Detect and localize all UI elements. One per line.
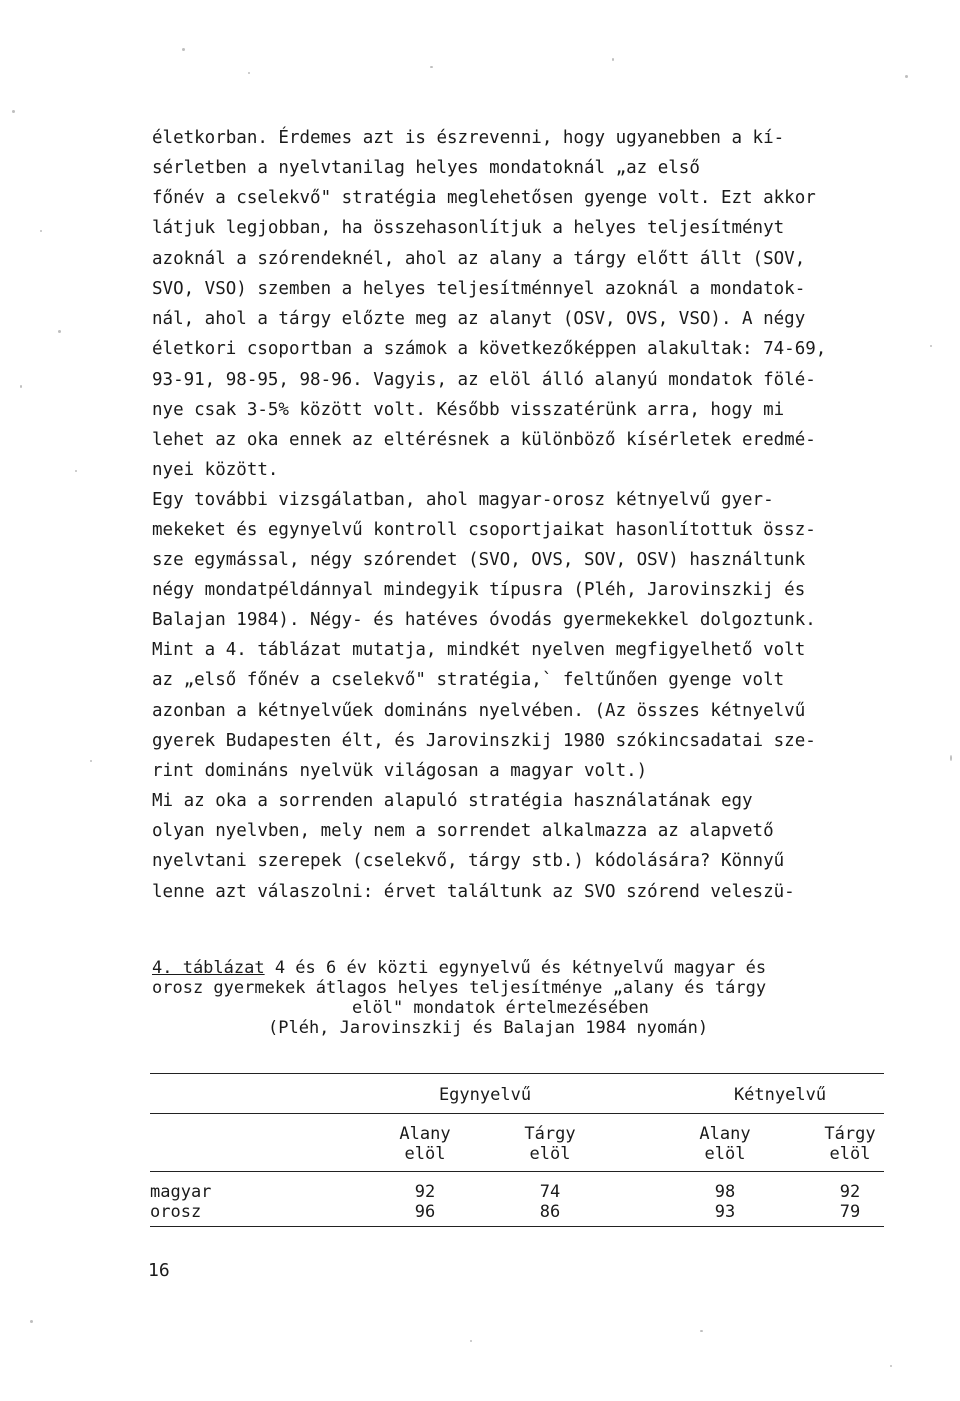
text-line: Mi az oka a sorrenden alapuló stratégia használatának egy xyxy=(152,791,753,811)
text-line: Mint a 4. táblázat mutatja, mindkét nyelven megfigyelhető volt xyxy=(152,640,806,660)
text-line: nye csak 3-5% között volt. Később visszatérünk arra, hogy mi xyxy=(152,400,785,420)
column-group-header: Kétnyelvű xyxy=(733,1085,827,1105)
text-line: SVO, VSO) szemben a helyes teljesítménnyel azoknál a mondatok- xyxy=(152,279,806,299)
column-header: elöl xyxy=(829,1144,871,1164)
table-cell: 86 xyxy=(539,1202,561,1222)
text-line: nyelvtani szerepek (cselekvő, tárgy stb.) kódolására? Könnyű xyxy=(152,851,785,871)
text-line: sérletben a nyelvtanilag helyes mondatoknál „az első xyxy=(152,158,700,178)
table-cell: 92 xyxy=(414,1182,436,1202)
table-cell: 93 xyxy=(714,1202,736,1222)
text-line: életkori csoportban a számok a következőképpen alakultak: 74-69, xyxy=(152,339,827,359)
caption-line: elöl" mondatok értelmezésében xyxy=(352,998,649,1018)
text-line: főnév a cselekvő" stratégia meglehetősen gyenge volt. Ezt akkor xyxy=(152,188,816,208)
text-line: Balajan 1984). Négy- és hatéves óvodás gyermekekkel dolgoztunk. xyxy=(152,610,816,630)
caption-line-1-rest: 4 és 6 év közti egynyelvű és kétnyelvű magyar és xyxy=(264,958,767,978)
table-rule-header xyxy=(150,1171,884,1172)
text-line: olyan nyelvben, mely nem a sorrendet alkalmazza az alapvető xyxy=(152,821,774,841)
table-cell: 79 xyxy=(839,1202,861,1222)
text-line: azoknál a szórendeknél, ahol az alany a tárgy előtt állt (SOV, xyxy=(152,249,806,269)
text-line: gyerek Budapesten élt, és Jarovinszkij 1980 szókincsadatai sze- xyxy=(152,731,816,751)
column-header: Tárgy xyxy=(524,1124,576,1144)
column-header: Alany xyxy=(399,1124,451,1144)
column-header: Tárgy xyxy=(824,1124,876,1144)
table-rule-top xyxy=(150,1073,884,1074)
text-line: lenne azt válaszolni: érvet találtunk az SVO szórend veleszü- xyxy=(152,882,795,902)
text-line: azonban a kétnyelvűek domináns nyelvében. (Az összes kétnyelvű xyxy=(152,701,806,721)
caption-line: orosz gyermekek átlagos helyes teljesítménye „alany és tárgy xyxy=(152,978,767,998)
text-line: mekeket és egynyelvű kontroll csoportjaikat hasonlítottuk össz- xyxy=(152,520,816,540)
column-header: elöl xyxy=(404,1144,446,1164)
text-line: Egy további vizsgálatban, ahol magyar-orosz kétnyelvű gyer- xyxy=(152,490,774,510)
table-cell: 92 xyxy=(839,1182,861,1202)
table-rule-mid xyxy=(150,1113,884,1114)
text-line: sze egymással, négy szórendet (SVO, OVS, SOV, OSV) használtunk xyxy=(152,550,806,570)
column-group-header: Egynyelvű xyxy=(438,1085,532,1105)
text-line: rint domináns nyelvük világosan a magyar volt.) xyxy=(152,761,648,781)
text-line: nyei között. xyxy=(152,460,279,480)
text-line: 93-91, 98-95, 98-96. Vagyis, az elöl álló alanyú mondatok fölé- xyxy=(152,370,816,390)
table-cell: 96 xyxy=(414,1202,436,1222)
text-line: nál, ahol a tárgy előzte meg az alanyt (OSV, OVS, VSO). A négy xyxy=(152,309,806,329)
table-cell: 74 xyxy=(539,1182,561,1202)
text-line: négy mondatpéldánnyal mindegyik típusra (Pléh, Jarovinszkij és xyxy=(152,580,806,600)
table-cell: 98 xyxy=(714,1182,736,1202)
caption-line xyxy=(152,960,884,977)
row-label: orosz xyxy=(150,1202,202,1222)
page-number: 16 xyxy=(148,1260,170,1281)
caption-line: (Pléh, Jarovinszkij és Balajan 1984 nyomán) xyxy=(268,1018,709,1038)
column-header: Alany xyxy=(699,1124,751,1144)
text-line: látjuk legjobban, ha összehasonlítjuk a helyes teljesítményt xyxy=(152,218,785,238)
column-header: elöl xyxy=(704,1144,746,1164)
text-line: lehet az oka ennek az eltérésnek a különböző kísérletek eredmé- xyxy=(152,430,816,450)
text-line: az „első főnév a cselekvő" stratégia,` feltűnően gyenge volt xyxy=(152,670,785,690)
text-line: életkorban. Érdemes azt is észrevenni, hogy ugyanebben a kí- xyxy=(152,128,785,148)
caption-title: 4. táblázat xyxy=(152,958,265,978)
row-label: magyar xyxy=(150,1182,212,1202)
table-rule-bottom xyxy=(150,1226,884,1227)
column-header: elöl xyxy=(529,1144,571,1164)
